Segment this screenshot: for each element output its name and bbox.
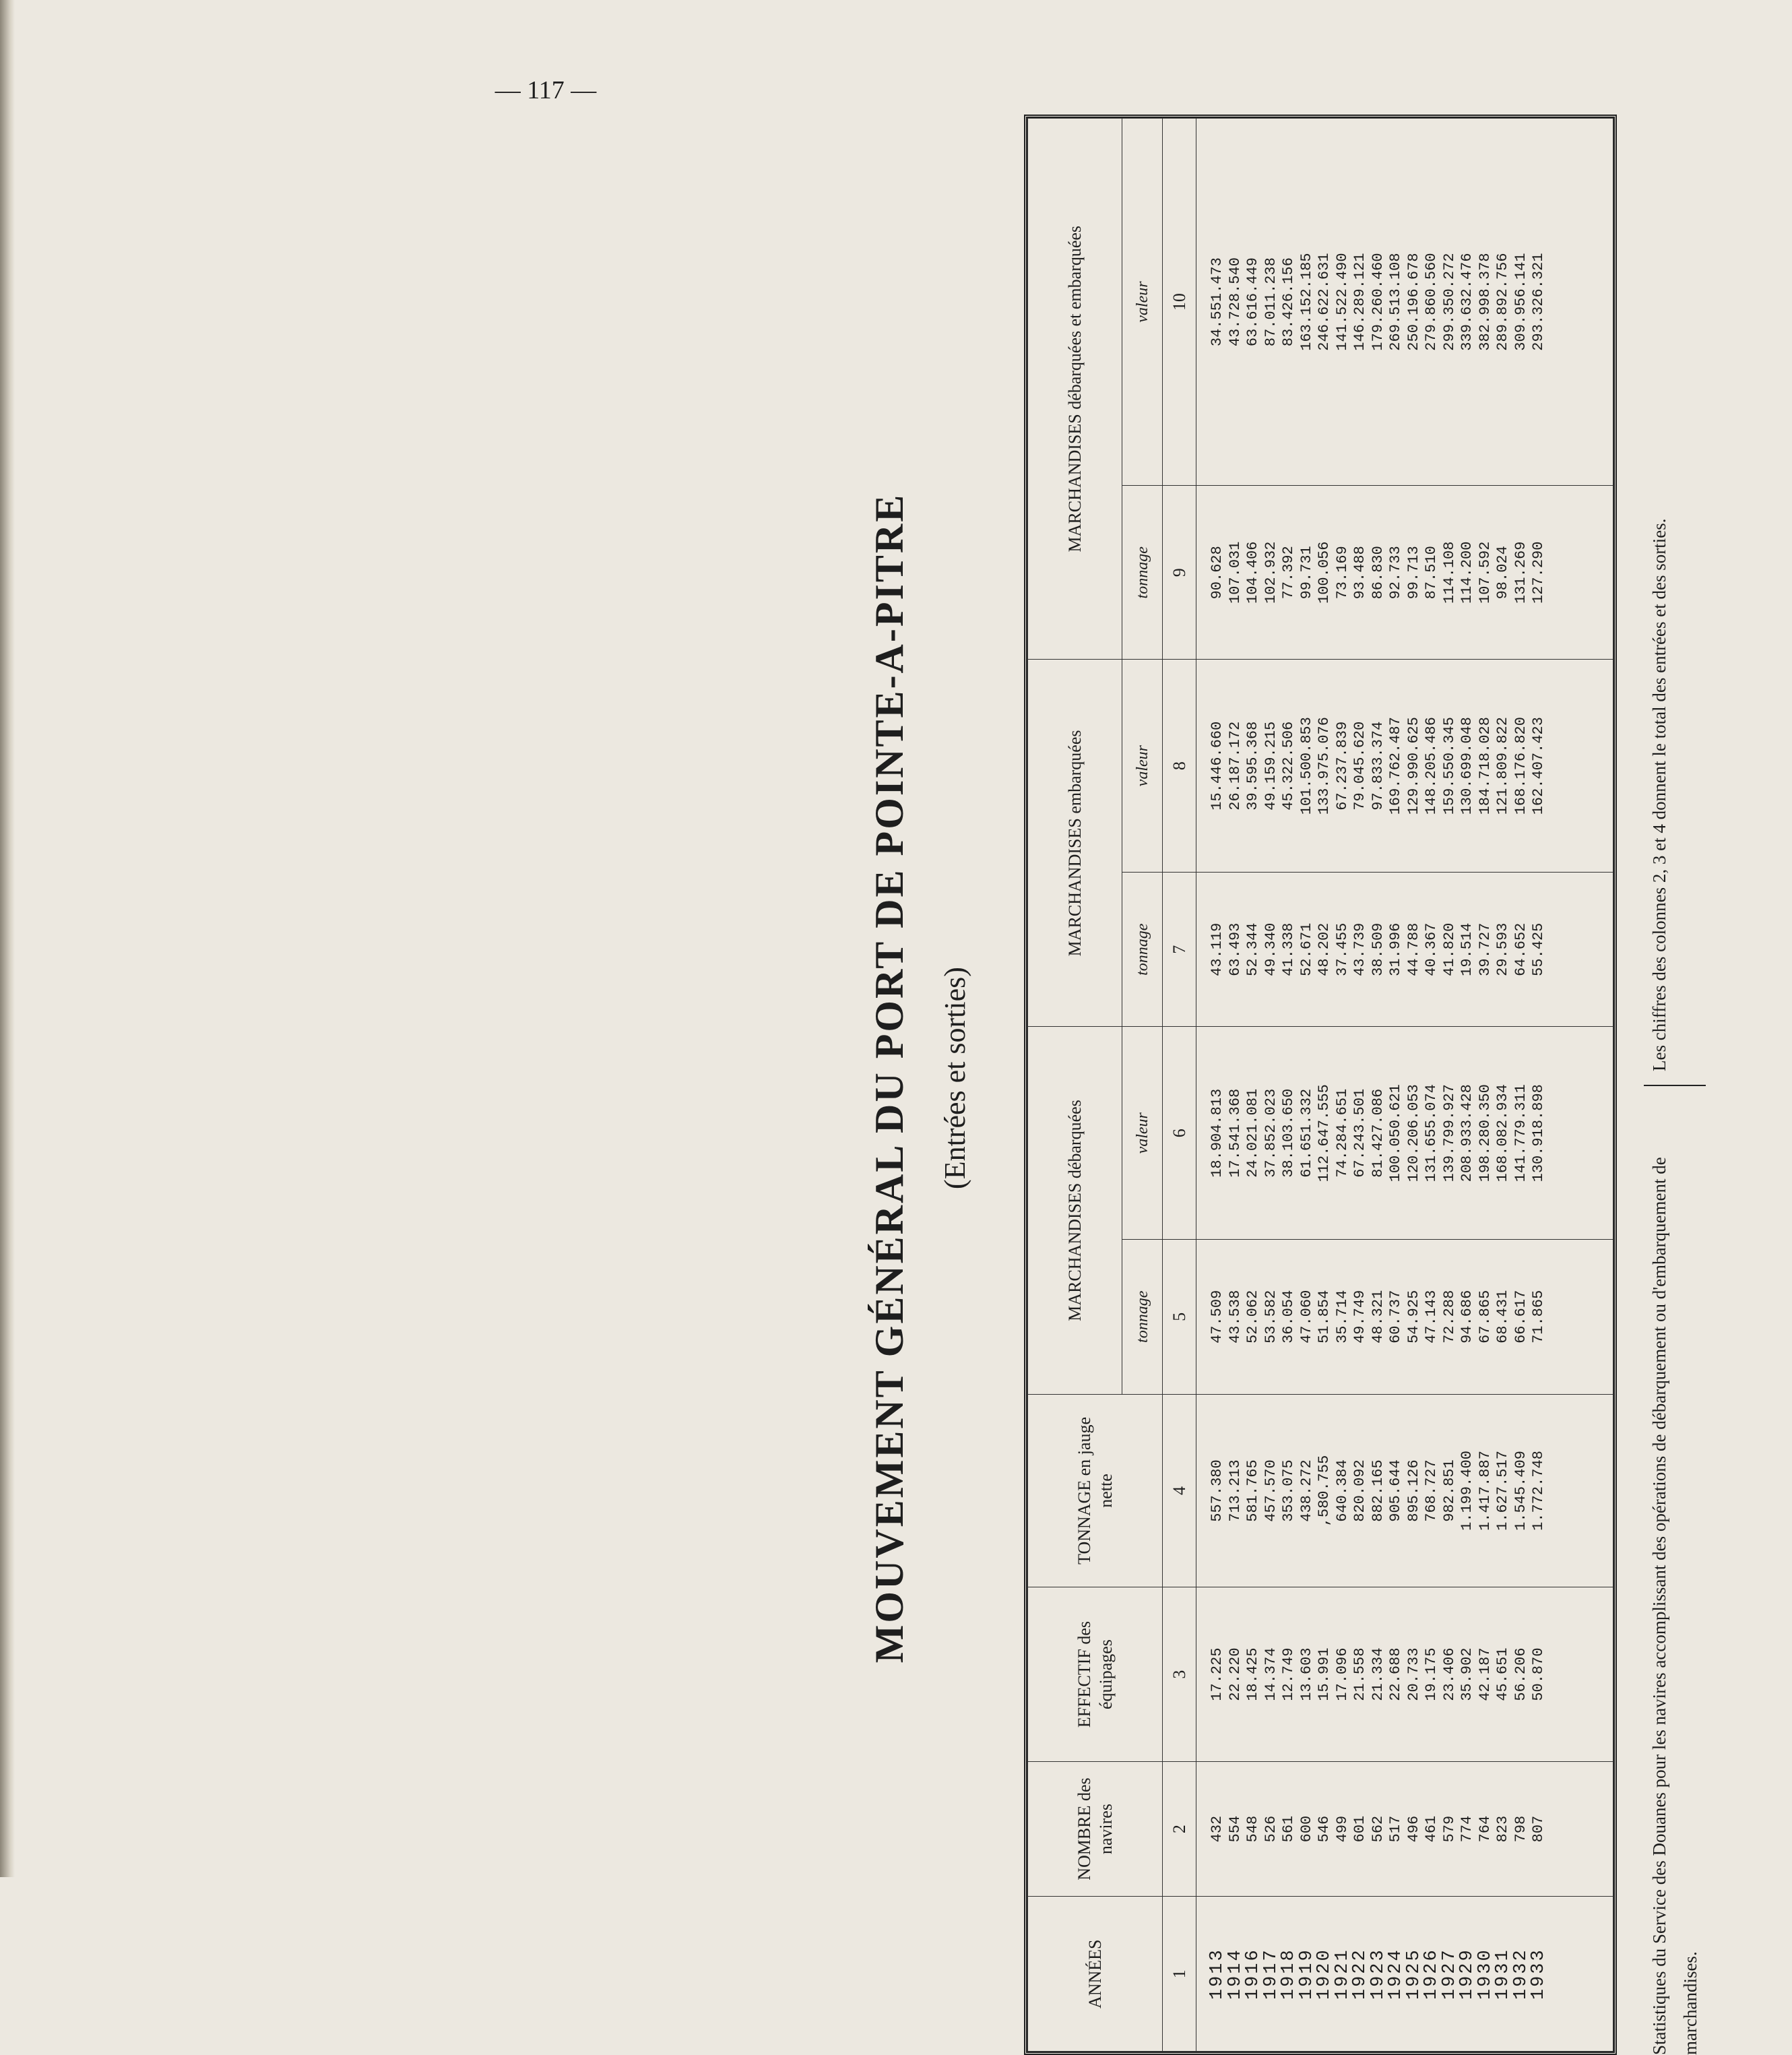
- table-cell: 112.647.555: [1316, 1084, 1333, 1182]
- subheader-tonnage: tonnage: [1122, 872, 1163, 1027]
- table-cell: 107.592: [1476, 541, 1494, 604]
- table-cell: 820.092: [1351, 1459, 1368, 1522]
- table-cell: 548: [1244, 1815, 1261, 1843]
- header-marchandises-embarquees: MARCHANDISES embarquées: [1028, 660, 1122, 1027]
- table-cell: 1920: [1314, 1948, 1335, 2000]
- table-cell: 169.762.487: [1387, 717, 1404, 815]
- column-number: 6: [1163, 1027, 1196, 1240]
- table-cell: 49.159.215: [1262, 721, 1279, 811]
- embarquees-valeur-column: [1196, 660, 1613, 873]
- column-number: 7: [1163, 872, 1196, 1027]
- years-column: [1196, 1897, 1613, 2052]
- table-cell: 1925: [1403, 1948, 1424, 2000]
- table-cell: 309.956.141: [1512, 253, 1529, 351]
- table-cell: 823: [1494, 1815, 1511, 1843]
- table-cell: 97.833.374: [1369, 721, 1386, 811]
- table-cell: 93.488: [1351, 546, 1368, 600]
- table-cell: 26.187.172: [1226, 721, 1244, 811]
- table-cell: 130.918.898: [1530, 1084, 1547, 1182]
- column-number: 1: [1163, 1897, 1196, 2052]
- statistics-table-frame: [1024, 115, 1617, 2055]
- table-cell: 74.284.651: [1333, 1088, 1351, 1178]
- table-cell: 601: [1351, 1815, 1368, 1843]
- book-spine-shadow: [0, 0, 15, 1877]
- table-cell: 1.545.409: [1512, 1451, 1529, 1531]
- table-cell: 17.541.368: [1226, 1088, 1244, 1178]
- table-cell: 31.996: [1387, 922, 1404, 976]
- table-cell: 15.446.660: [1209, 721, 1225, 811]
- table-cell: 798: [1512, 1815, 1529, 1843]
- table-cell: 114.108: [1440, 541, 1458, 604]
- table-cell: 1924: [1386, 1948, 1406, 2000]
- table-cell: 39.727: [1476, 922, 1494, 976]
- table-cell: 61.651.332: [1298, 1088, 1315, 1178]
- table-cell: 1927: [1439, 1948, 1460, 2000]
- table-cell: 34.551.473: [1209, 257, 1225, 347]
- table-cell: 19.514: [1459, 922, 1475, 976]
- table-cell: 56.206: [1512, 1647, 1529, 1701]
- column-number: 5: [1163, 1240, 1196, 1395]
- table-cell: 1.417.887: [1476, 1451, 1494, 1531]
- debarquees-tonnage-column: [1196, 1240, 1613, 1395]
- table-cell: 48.202: [1316, 922, 1333, 976]
- table-cell: 18.425: [1244, 1647, 1261, 1701]
- table-cell: 38.509: [1369, 922, 1386, 976]
- table-cell: 90.628: [1209, 546, 1225, 600]
- table-cell: 35.714: [1333, 1290, 1351, 1343]
- table-cell: 81.427.086: [1369, 1088, 1386, 1178]
- table-cell: 133.975.076: [1316, 717, 1333, 815]
- table-cell: 39.595.368: [1244, 721, 1261, 811]
- table-cell: 130.699.048: [1459, 717, 1475, 815]
- table-cell: 12.749: [1280, 1647, 1297, 1701]
- table-cell: 99.713: [1405, 546, 1422, 600]
- table-cell: 198.280.350: [1476, 1084, 1494, 1182]
- table-cell: 882.165: [1369, 1459, 1386, 1522]
- header-tonnage: TONNAGE en jauge nette: [1028, 1394, 1163, 1587]
- table-cell: 17.096: [1333, 1647, 1351, 1701]
- table-cell: 1922: [1350, 1948, 1370, 2000]
- column-number: 9: [1163, 486, 1196, 660]
- table-cell: 43.739: [1351, 922, 1368, 976]
- table-cell: 1917: [1260, 1948, 1281, 2000]
- table-title: MOUVEMENT GÉNÉRAL DU PORT DE POINTE-A-PITRE: [867, 493, 911, 1664]
- table-cell: 47.143: [1423, 1290, 1440, 1343]
- table-cell: 1929: [1457, 1948, 1477, 2000]
- subheader-valeur: valeur: [1122, 660, 1163, 873]
- table-cell: 52.062: [1244, 1290, 1261, 1343]
- table-cell: 67.243.501: [1351, 1088, 1368, 1178]
- table-cell: 22.220: [1226, 1647, 1244, 1701]
- table-cell: 38.103.650: [1280, 1088, 1297, 1178]
- table-cell: 640.384: [1333, 1459, 1351, 1522]
- table-cell: 1926: [1421, 1948, 1442, 2000]
- column-number: 4: [1163, 1394, 1196, 1587]
- table-cell: 20.733: [1405, 1647, 1422, 1701]
- table-cell: 141.779.311: [1512, 1084, 1529, 1182]
- table-cell: 68.431: [1494, 1290, 1511, 1343]
- table-cell: 131.655.074: [1423, 1084, 1440, 1182]
- table-cell: 1933: [1529, 1948, 1549, 2000]
- table-cell: 94.686: [1459, 1290, 1475, 1343]
- table-cell: 52.671: [1298, 922, 1315, 976]
- table-cell: 72.288: [1440, 1290, 1458, 1343]
- table-cell: 104.406: [1244, 541, 1261, 604]
- table-cell: 67.237.839: [1333, 721, 1351, 811]
- table-cell: 148.205.486: [1423, 717, 1440, 815]
- table-cell: 461: [1423, 1815, 1440, 1843]
- table-cell: 24.021.081: [1244, 1088, 1261, 1178]
- table-cell: 438.272: [1298, 1459, 1315, 1522]
- table-cell: 15.991: [1316, 1647, 1333, 1701]
- table-cell: 517: [1387, 1815, 1404, 1843]
- header-annees: ANNÉES: [1028, 1897, 1163, 2052]
- table-cell: 561: [1280, 1815, 1297, 1843]
- table-cell: 45.322.506: [1280, 721, 1297, 811]
- table-cell: 768.727: [1423, 1459, 1440, 1522]
- table-cell: 353.075: [1280, 1459, 1297, 1522]
- table-cell: 43.119: [1209, 922, 1225, 976]
- table-cell: 554: [1226, 1815, 1244, 1843]
- table-cell: 29.593: [1494, 922, 1511, 976]
- table-cell: 13.603: [1298, 1647, 1315, 1701]
- column-number: 3: [1163, 1587, 1196, 1761]
- table-cell: 1.627.517: [1494, 1451, 1511, 1531]
- table-cell: 121.809.822: [1494, 717, 1511, 815]
- table-cell: 18.904.813: [1209, 1088, 1225, 1178]
- table-cell: 41.338: [1280, 922, 1297, 976]
- table-cell: 120.206.053: [1405, 1084, 1422, 1182]
- table-cell: 63.493: [1226, 922, 1244, 976]
- table-cell: 1.199.400: [1459, 1451, 1475, 1531]
- total-tonnage-column: [1196, 486, 1613, 660]
- table-cell: 1923: [1368, 1948, 1388, 2000]
- table-cell: 102.932: [1262, 541, 1279, 604]
- footnote-source: Statistiques du Service des Douanes pour les navires accomplissant des opérations de débarquement ou d'embarquement de marchandises.: [1644, 1085, 1706, 2055]
- navires-column: [1196, 1761, 1613, 1897]
- table-cell: 499: [1333, 1815, 1351, 1843]
- table-cell: 63.616.449: [1244, 257, 1261, 347]
- subheader-tonnage: tonnage: [1122, 1240, 1163, 1395]
- table-cell: 1931: [1493, 1948, 1513, 2000]
- table-cell: 43.538: [1226, 1290, 1244, 1343]
- table-cell: 67.865: [1476, 1290, 1494, 1343]
- table-cell: 86.830: [1369, 546, 1386, 600]
- table-cell: 457.570: [1262, 1459, 1279, 1522]
- table-cell: 982.851: [1440, 1459, 1458, 1522]
- table-cell: 764: [1476, 1815, 1494, 1843]
- column-number: 2: [1163, 1761, 1196, 1897]
- page-number: — 117 —: [494, 76, 597, 104]
- table-cell: 289.892.756: [1494, 253, 1511, 351]
- table-cell: 60.737: [1387, 1290, 1404, 1343]
- table-cell: 562: [1369, 1815, 1386, 1843]
- table-cell: 250.196.678: [1405, 253, 1422, 351]
- table-cell: 71.865: [1530, 1290, 1547, 1343]
- table-cell: 23.406: [1440, 1647, 1458, 1701]
- table-cell: 49.749: [1351, 1290, 1368, 1343]
- table-cell: 579: [1440, 1815, 1458, 1843]
- table-cell: 83.426.156: [1280, 257, 1297, 347]
- table-cell: 1919: [1296, 1948, 1317, 2000]
- table-cell: 208.933.428: [1459, 1084, 1475, 1182]
- table-cell: 41.820: [1440, 922, 1458, 976]
- table-cell: 47.509: [1209, 1290, 1225, 1343]
- table-cell: 51.854: [1316, 1290, 1333, 1343]
- table-cell: 774: [1459, 1815, 1475, 1843]
- header-marchandises-deb-emb: MARCHANDISES débarquées et embarquées: [1028, 119, 1122, 660]
- table-cell: 905.644: [1387, 1459, 1404, 1522]
- table-cell: 37.852.023: [1262, 1088, 1279, 1178]
- table-cell: 526: [1262, 1815, 1279, 1843]
- table-cell: 73.169: [1333, 546, 1351, 600]
- table-cell: 48.321: [1369, 1290, 1386, 1343]
- table-cell: 98.024: [1494, 546, 1511, 600]
- subheader-valeur: valeur: [1122, 1027, 1163, 1240]
- table-cell: 129.990.625: [1405, 717, 1422, 815]
- table-cell: ,580.755: [1316, 1455, 1333, 1527]
- table-cell: 163.152.185: [1298, 253, 1315, 351]
- table-cell: 269.513.108: [1387, 253, 1404, 351]
- table-cell: 22.688: [1387, 1647, 1404, 1701]
- table-cell: 42.187: [1476, 1647, 1494, 1701]
- table-cell: 52.344: [1244, 922, 1261, 976]
- embarquees-tonnage-column: [1196, 872, 1613, 1027]
- table-cell: 168.176.820: [1512, 717, 1529, 815]
- table-cell: 162.407.423: [1530, 717, 1547, 815]
- table-cell: 40.367: [1423, 922, 1440, 976]
- table-cell: 432: [1209, 1815, 1225, 1843]
- total-valeur-column: [1196, 119, 1613, 486]
- table-cell: 107.031: [1226, 541, 1244, 604]
- table-cell: 184.718.028: [1476, 717, 1494, 815]
- footnote-columns-note: Les chiffres des colonnes 2, 3 et 4 donnent le total des entrées et des sorties.: [1649, 518, 1669, 1071]
- tonnage-column: [1196, 1394, 1613, 1587]
- table-cell: 17.225: [1209, 1647, 1225, 1701]
- footnote: [1644, 115, 1706, 2055]
- table-cell: 21.334: [1369, 1647, 1386, 1701]
- table-cell: 1.772.748: [1530, 1451, 1547, 1531]
- table-cell: 1918: [1279, 1948, 1299, 2000]
- table-cell: 87.510: [1423, 546, 1440, 600]
- table-cell: 807: [1530, 1815, 1547, 1843]
- column-number: 10: [1163, 119, 1196, 486]
- table-cell: 293.326.321: [1530, 253, 1547, 351]
- table-cell: 92.733: [1387, 546, 1404, 600]
- table-cell: 339.632.476: [1459, 253, 1475, 351]
- table-cell: 600: [1298, 1815, 1315, 1843]
- table-cell: 54.925: [1405, 1290, 1422, 1343]
- table-cell: 1930: [1475, 1948, 1496, 2000]
- header-nombre-navires: NOMBRE des navires: [1028, 1761, 1163, 1897]
- table-cell: 64.652: [1512, 922, 1529, 976]
- table-heading: [862, 101, 1017, 2055]
- table-subtitle: (Entrées et sorties): [938, 967, 971, 1189]
- table-cell: 127.290: [1530, 541, 1547, 604]
- table-cell: 1921: [1332, 1948, 1353, 2000]
- table-cell: 77.392: [1280, 546, 1297, 600]
- table-cell: 55.425: [1530, 922, 1547, 976]
- table-cell: 1932: [1510, 1948, 1531, 2000]
- table-cell: 496: [1405, 1815, 1422, 1843]
- header-effectif: EFFECTIF des équipages: [1028, 1587, 1163, 1761]
- table-cell: 581.765: [1244, 1459, 1261, 1522]
- table-cell: 131.269: [1512, 541, 1529, 604]
- table-cell: 45.651: [1494, 1647, 1511, 1701]
- table-cell: 114.200: [1459, 541, 1475, 604]
- table-cell: 43.728.540: [1226, 257, 1244, 347]
- table-cell: 101.500.853: [1298, 717, 1315, 815]
- table-cell: 37.455: [1333, 922, 1351, 976]
- rotated-table-block: [849, 101, 1792, 2055]
- table-cell: 100.050.621: [1387, 1084, 1404, 1182]
- table-cell: 14.374: [1262, 1647, 1279, 1701]
- subheader-tonnage: tonnage: [1122, 486, 1163, 660]
- debarquees-valeur-column: [1196, 1027, 1613, 1240]
- table-cell: 557.380: [1209, 1459, 1225, 1522]
- column-number: 8: [1163, 660, 1196, 873]
- table-cell: 139.799.927: [1440, 1084, 1458, 1182]
- table-cell: 100.056: [1316, 541, 1333, 604]
- header-marchandises-debarquees: MARCHANDISES débarquées: [1028, 1027, 1122, 1394]
- table-cell: 713.213: [1226, 1459, 1244, 1522]
- table-cell: 1916: [1243, 1948, 1263, 2000]
- table-cell: 1914: [1225, 1948, 1246, 2000]
- table-cell: 279.860.560: [1423, 253, 1440, 351]
- table-cell: 21.558: [1351, 1647, 1368, 1701]
- table-cell: 179.260.460: [1369, 253, 1386, 351]
- table-cell: 159.550.345: [1440, 717, 1458, 815]
- table-cell: 53.582: [1262, 1290, 1279, 1343]
- table-cell: 382.998.378: [1476, 253, 1494, 351]
- table-cell: 49.340: [1262, 922, 1279, 976]
- table-cell: 19.175: [1423, 1647, 1440, 1701]
- column-number-row: [1163, 119, 1196, 2052]
- table-cell: 79.045.620: [1351, 721, 1368, 811]
- table-cell: 47.060: [1298, 1290, 1315, 1343]
- table-cell: 146.289.121: [1351, 253, 1368, 351]
- table-cell: 87.011.238: [1262, 257, 1279, 347]
- table-cell: 168.082.934: [1494, 1084, 1511, 1182]
- table-cell: 36.054: [1280, 1290, 1297, 1343]
- equipages-column: [1196, 1587, 1613, 1761]
- table-cell: 546: [1316, 1815, 1333, 1843]
- table-cell: 895.126: [1405, 1459, 1422, 1522]
- table-cell: 141.522.490: [1333, 253, 1351, 351]
- table-cell: 50.870: [1530, 1647, 1547, 1701]
- table-cell: 44.788: [1405, 922, 1422, 976]
- table-cell: 35.902: [1459, 1647, 1475, 1701]
- table-cell: 1913: [1207, 1948, 1227, 2000]
- subheader-valeur: valeur: [1122, 119, 1163, 486]
- table-cell: 66.617: [1512, 1290, 1529, 1343]
- table-data-block: [1196, 119, 1613, 2052]
- table-cell: 246.622.631: [1316, 253, 1333, 351]
- table-cell: 99.731: [1298, 546, 1315, 600]
- table-cell: 299.350.272: [1440, 253, 1458, 351]
- port-movement-table: [1027, 118, 1613, 2052]
